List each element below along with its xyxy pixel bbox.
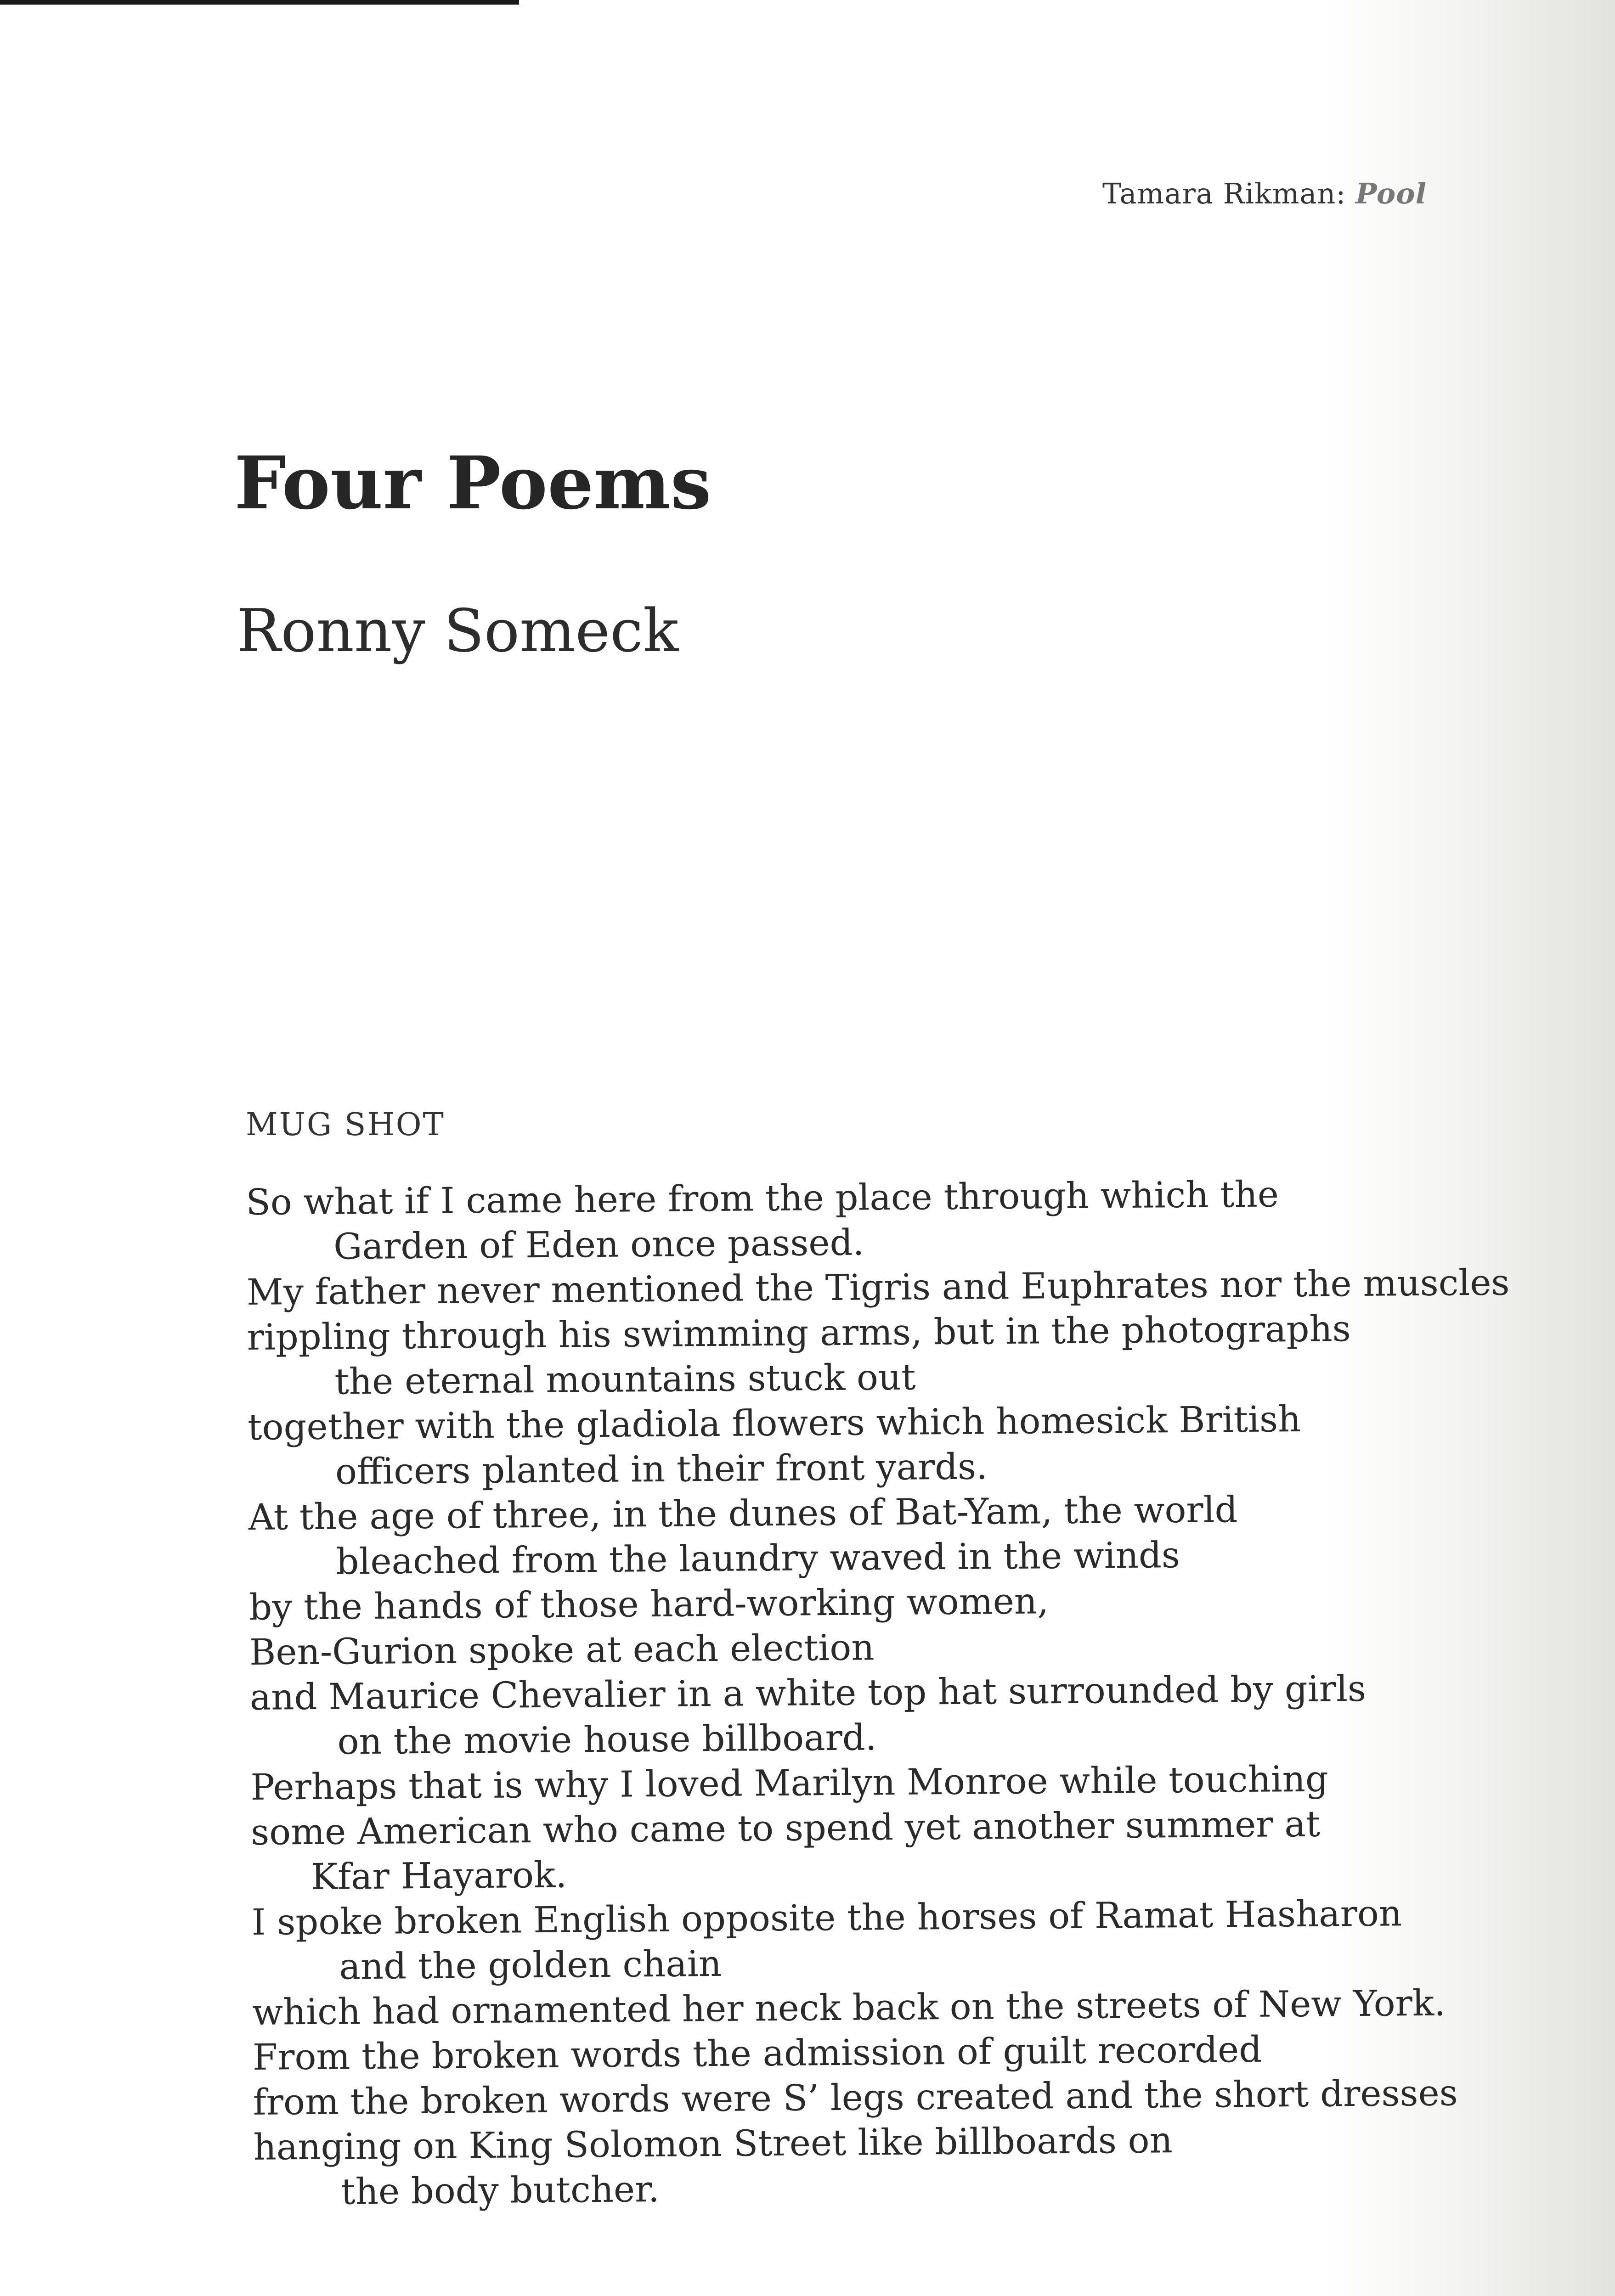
poem-line: by the hands of those hard-working women, <box>248 1581 1049 1628</box>
running-head-author: Tamara Rikman: <box>1102 177 1346 210</box>
poem-line: the body butcher. <box>340 2168 660 2213</box>
author-name: Ronny Someck <box>237 597 679 665</box>
poem-title: MUG SHOT <box>246 1107 445 1143</box>
poem-line: So what if I came here from the place through which the <box>246 1174 1279 1223</box>
poem-line: Kfar Hayarok. <box>311 1854 567 1898</box>
poem-line: together with the gladiola flowers which homesick British <box>247 1398 1301 1448</box>
running-head-work: Pool <box>1355 177 1427 210</box>
poem-line: Perhaps that is why I loved Marilyn Monroe while touching <box>250 1758 1329 1808</box>
page-title: Four Poems <box>234 441 712 526</box>
poem-line: some American who came to spend yet another summer at <box>250 1803 1321 1853</box>
poem-line: and Maurice Chevalier in a white top hat surrounded by girls <box>249 1668 1367 1718</box>
poem-line: Ben-Gurion spoke at each election <box>249 1627 875 1673</box>
poem-line: rippling through his swimming arms, but in the photographs <box>247 1308 1351 1358</box>
poem-line: which had ornamented her neck back on the streets of New York. <box>252 1982 1446 2033</box>
poem-line: the eternal mountains stuck out <box>334 1356 916 1403</box>
poem-line: At the age of three, in the dunes of Bat-Yam, the world <box>248 1489 1238 1538</box>
poem-body <box>246 1170 1522 2215</box>
poem-line: bleached from the laundry waved in the winds <box>336 1535 1180 1583</box>
poem-line: officers planted in their front yards. <box>335 1446 988 1493</box>
poem-line: From the broken words the admission of guilt recorded <box>252 2029 1262 2078</box>
page-top-edge-shadow <box>0 0 519 5</box>
poem-line: and the golden chain <box>339 1943 722 1988</box>
running-head <box>1102 177 1562 210</box>
poem-line: on the movie house billboard. <box>337 1717 877 1763</box>
poem-line: I spoke broken English opposite the horses of Ramat Hasharon <box>251 1893 1402 1943</box>
poem-line: hanging on King Solomon Street like billboards on <box>253 2120 1173 2168</box>
poem-line: My father never mentioned the Tigris and Euphrates nor the muscles <box>246 1262 1510 1313</box>
poem-line: Garden of Eden once passed. <box>333 1222 864 1268</box>
poem-line: from the broken words were S’ legs created and the short dresses <box>253 2072 1458 2123</box>
